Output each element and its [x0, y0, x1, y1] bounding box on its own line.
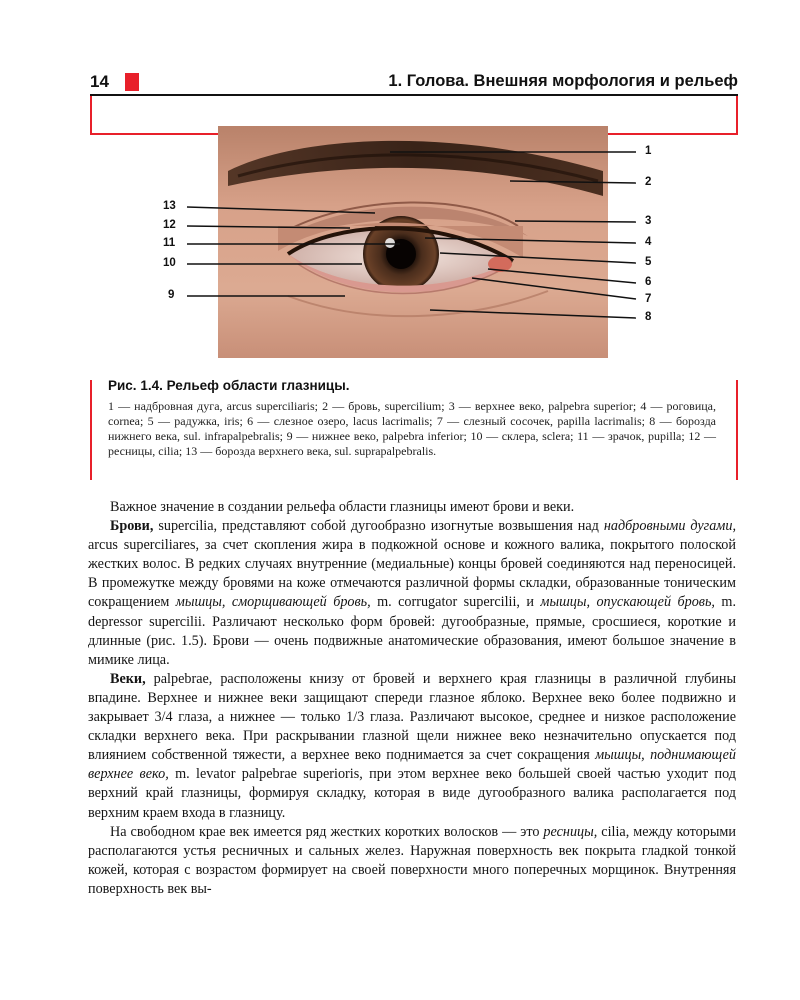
- figure-caption-text: 1 — надбровная дуга, arcus superciliaris; 2 — бровь, supercilium; 3 — верхнее веко, palpebra superior; 4 — роговица, cornea; 5 — радужка, iris; 6 — слезное озеро, lacus lacrimalis; 7 — слезный сосочек, papilla lacrimalis; 8 — борозда нижнего века, sul. infrapalpebralis; 9 — нижнее веко, palpebra inferior; 10 — склера, sclera; 11 — зрачок, pupilla; 12 — ресницы, cilia; 13 — борозда верхнего века, sul. suprapalpebralis.: [108, 399, 716, 458]
- callout-8: 8: [645, 311, 652, 323]
- leader-6: [488, 269, 636, 283]
- leader-5: [440, 253, 636, 263]
- callout-1: 1: [645, 145, 652, 157]
- callout-6: 6: [645, 276, 652, 288]
- callout-12: 12: [163, 219, 176, 231]
- callout-11: 11: [163, 237, 176, 249]
- paragraph-4: На свободном крае век имеется ряд жестких коротких волосков — это ресницы, cilia, между которыми располагаются устья ресничных и сальных желез. Наружная поверхность век покрыта гладкой тонкой кожей, которая с возрастом формирует на своей поверхности много поперечных морщинок. Внутренняя поверхность век вы-: [88, 823, 736, 897]
- leader-3: [515, 221, 636, 222]
- term-brows: Брови,: [110, 518, 154, 535]
- leader-2: [510, 181, 636, 183]
- fraction-three-quarters: 3/4: [154, 709, 173, 726]
- callout-5: 5: [645, 256, 652, 268]
- callout-9: 9: [168, 289, 175, 301]
- page-number: 14: [90, 72, 109, 91]
- callout-13: 13: [163, 200, 176, 212]
- fraction-one-third: 1/3: [346, 709, 365, 726]
- figure-caption-title: Рис. 1.4. Рельеф области глазницы.: [108, 378, 350, 393]
- leader-13: [187, 207, 375, 213]
- leader-12: [187, 226, 350, 228]
- callout-10: 10: [163, 257, 176, 269]
- body-text: [88, 498, 736, 899]
- leader-4: [425, 238, 636, 243]
- callout-4: 4: [645, 236, 652, 248]
- term-eyelids: Веки,: [110, 670, 146, 687]
- paragraph-1: Важное значение в создании рельефа области глазницы имеют брови и веки.: [110, 499, 575, 515]
- paragraph-3: Веки, palpebrae, расположены книзу от бровей и верхнего края глазницы в различной глубины впадине. Верхнее и нижнее веки защищают спереди глазное яблоко. Верхнее веко более подвижно и закрывает 3/4 глаза, а нижнее — только 1/3 глаза. Различают высокое, среднее и низкое расположение складки верхнего века. При раскрывании глазной щели нижнее веко незначительно опускается под влиянием собственной тяжести, а верхнее веко поднимается за счет сокращения мышцы, поднимающей верхнее веко, m. levator palpebrae superioris, при этом верхнее веко большей своей частью уходит под верхний край глазницы, формируя складку, которая в виде дугообразного валика располагается под верхним краем входа в глазницу.: [88, 670, 737, 821]
- callout-2: 2: [645, 176, 652, 188]
- callout-3: 3: [645, 215, 652, 227]
- callout-7: 7: [645, 293, 652, 305]
- chapter-title: 1. Голова. Внешняя морфология и рельеф: [388, 72, 738, 90]
- leader-8: [430, 310, 636, 318]
- paragraph-2: Брови, supercilia, представляют собой дугообразно изогнутые возвышения над надбровными дугами, arcus superciliares, за счет скопления жира в подкожной основе и кожного валика, покрытого полоской жестких волос. В редких случаях внутренние (медиальные) концы бровей соединяются над переносицей. В промежутке между бровями на коже отмечаются различной формы складки, образованные тоническим сокращением мышцы, сморщивающей бровь, m. corrugator supercilii, и мышцы, опускающей бровь, m. depressor supercilii. Различают несколько форм бровей: дугообразные, прямые, сросшиеся, короткие и длинные (рис. 1.5). Брови — очень подвижные анатомические образования, имеют большое значение в мимике лица.: [88, 518, 736, 668]
